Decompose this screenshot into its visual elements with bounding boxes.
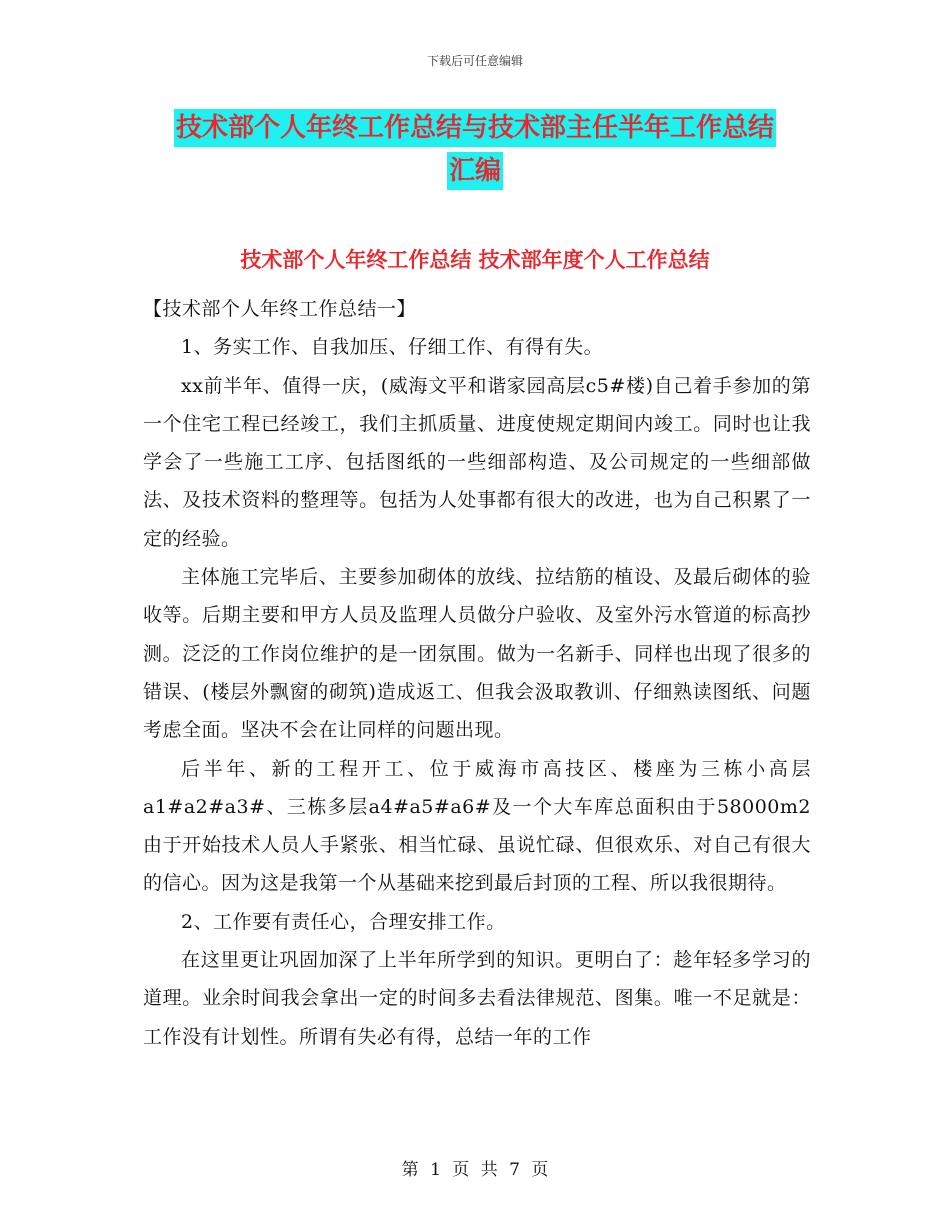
document-title-line-2 [0, 158, 950, 184]
page-footer: 第 1 页 共 7 页 [401, 1160, 549, 1180]
header-note: 下载后可任意编辑 [426, 54, 523, 68]
paragraph: 1、务实工作、自我加压、仔细工作、有得有失。 [181, 336, 604, 359]
paragraph: 在这里更让巩固加深了上半年所学到的知识。更明白了：趁年轻多学习的道理。业余时间我会拿出一定的时间多去看法律规范、图集。唯一不足就是：工作没有计划性。所谓有失必有得，总结一年的工作 [143, 949, 811, 1048]
paragraph: 2、工作要有责任心，合理安排工作。 [181, 910, 506, 933]
document-body [143, 290, 811, 1056]
paragraph: xx前半年、值得一庆，(威海文平和谐家园高层c5#楼)自己着手参加的第一个住宅工程已经竣工，我们主抓质量、进度使规定期间内竣工。同时也让我学会了一些施工工序、包括图纸的一些细部构造、及公司规定的一些细部做法、及技术资料的整理等。包括为人处事都有很大的改进，也为自己积累了一定的经验。 [143, 374, 811, 550]
document-title-line-2-text: 汇编 [447, 152, 503, 190]
paragraph: 后半年、新的工程开工、位于威海市高技区、楼座为三栋小高层a1#a2#a3#、三栋多层a4#a5#a6#及一个大车库总面积由于58000m2由于开始技术人员人手紧张、相当忙碌、虽说忙碌、但很欢乐、对自己有很大的信心。因为这是我第一个从基础来挖到最后封顶的工程、所以我很期待。 [143, 757, 811, 895]
section-subtitle: 技术部个人年终工作总结 技术部年度个人工作总结 [240, 248, 710, 272]
document-title-line-1 [0, 115, 950, 141]
paragraph: 主体施工完毕后、主要参加砌体的放线、拉结筋的植设、及最后砌体的验收等。后期主要和甲方人员及监理人员做分户验收、及室外污水管道的标高抄测。泛泛的工作岗位维护的是一团氛围。做为一名新手、同样也出现了很多的错误、(楼层外飘窗的砌筑)造成返工、但我会汲取教训、仔细熟读图纸、问题考虑全面。坚决不会在让同样的问题出现。 [143, 566, 811, 742]
document-title-line-1-text: 技术部个人年终工作总结与技术部主任半年工作总结 [174, 109, 776, 147]
paragraph: 【技术部个人年终工作总结一】 [143, 298, 417, 320]
